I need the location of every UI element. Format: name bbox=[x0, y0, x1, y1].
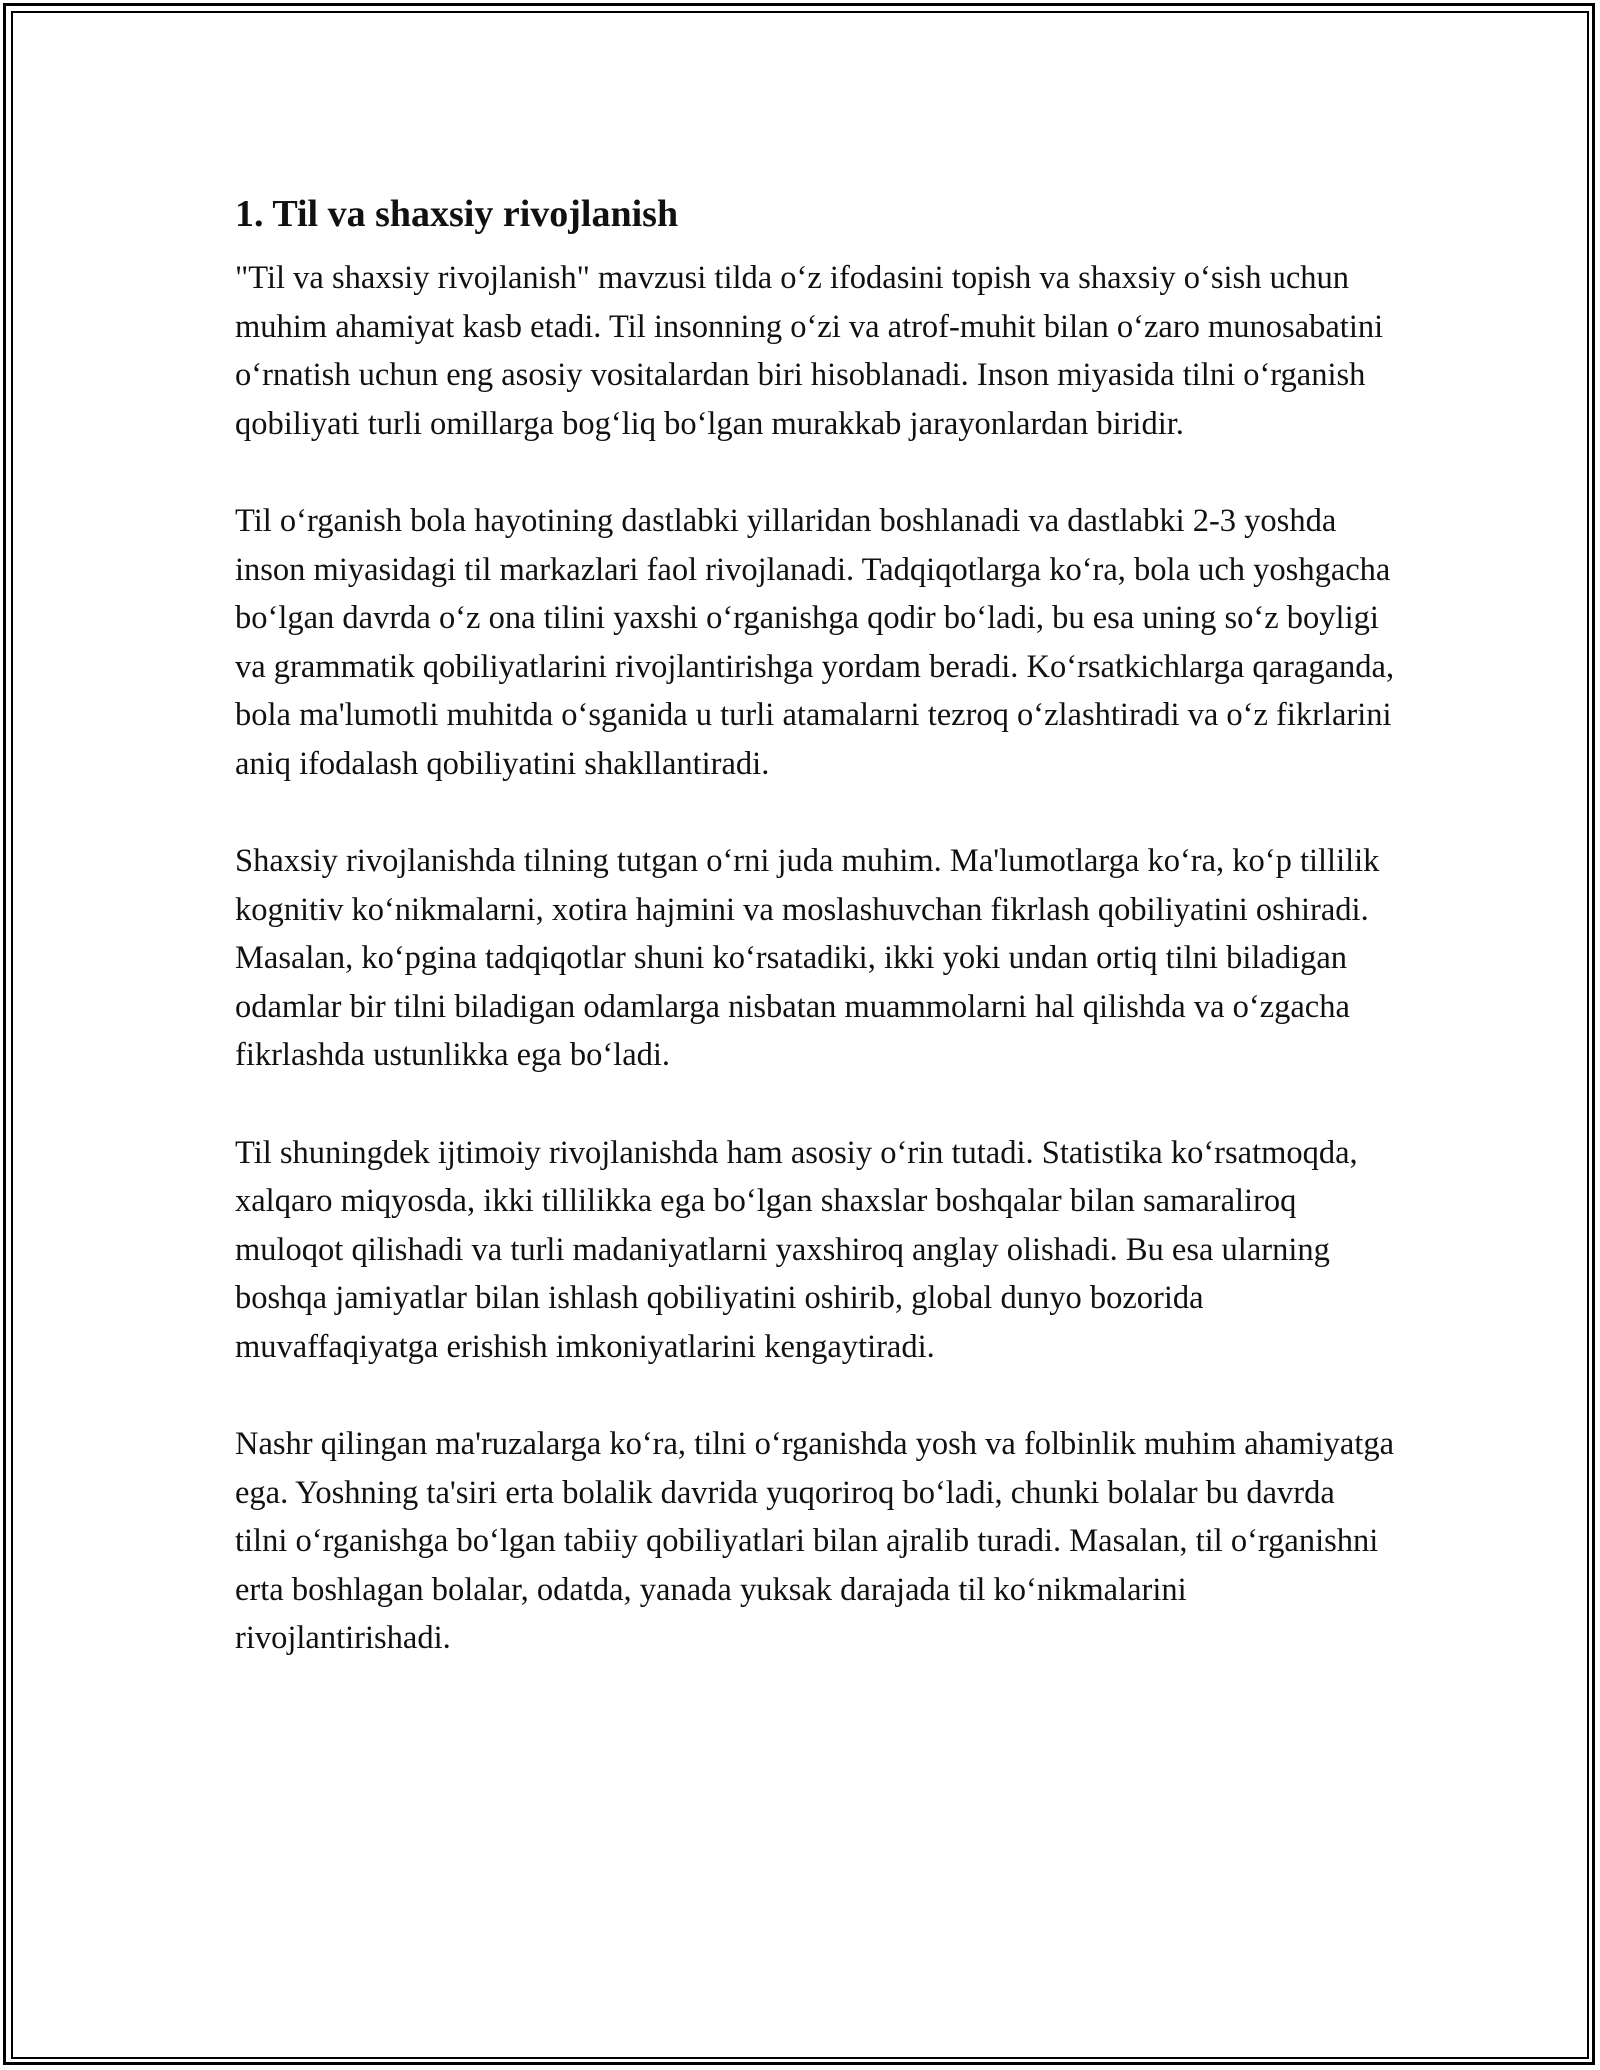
paragraph-1: "Til va shaxsiy rivojlanish" mavzusi tilda o‘z ifodasini topish va shaxsiy o‘sish uchun muhim ahamiyat kasb etadi. Til insonning o‘zi va atrof-muhit bilan o‘zaro munosabatini o‘rnatish uchun eng asosiy vositalardan biri hisoblanadi. Inson miyasida tilni o‘rganish qobiliyati turli omillarga bog‘liq bo‘lgan murakkab jarayonlardan biridir. bbox=[235, 260, 1384, 442]
paragraph-2: Til o‘rganish bola hayotining dastlabki yillaridan boshlanadi va dastlabki 2-3 yoshda inson miyasidagi til markazlari faol rivojlanadi. Tadqiqotlarga ko‘ra, bola uch yoshgacha bo‘lgan davrda o‘z ona tilini yaxshi o‘rganishga qodir bo‘ladi, bu esa uning so‘z boyligi va grammatik qobiliyatlarini rivojlantirishga yordam beradi. Ko‘rsatkichlarga qaraganda, bola ma'lumotli muhitda o‘sganida u turli atamalarni tezroq o‘zlashtiradi va o‘z fikrlarini aniq ifodalash qobiliyatini shakllantiradi. bbox=[235, 503, 1395, 782]
paragraph-3: Shaxsiy rivojlanishda tilning tutgan o‘rni juda muhim. Ma'lumotlarga ko‘ra, ko‘p tillilik kognitiv ko‘nikmalarni, xotira hajmini va moslashuvchan fikrlash qobiliyatini oshiradi. Masalan, ko‘pgina tadqiqotlar shuni ko‘rsatadiki, ikki yoki undan ortiq tilni biladigan odamlar bir tilni biladigan odamlarga nisbatan muammolarni hal qilishda va o‘zgacha fikrlashda ustunlikka ega bo‘ladi. bbox=[235, 843, 1380, 1073]
paragraph-5: Nashr qilingan ma'ruzalarga ko‘ra, tilni o‘rganishda yosh va folbinlik muhim ahamiyatga ega. Yoshning ta'siri erta bolalik davrida yuqoriroq bo‘ladi, chunki bolalar bu davrda tilni o‘rganishga bo‘lgan tabiiy qobiliyatlari bilan ajralib turadi. Masalan, til o‘rganishni erta boshlagan bolalar, odatda, yanada yuksak darajada til ko‘nikmalarini rivojlantirishadi. bbox=[235, 1426, 1395, 1656]
section-heading: 1. Til va shaxsiy rivojlanish bbox=[235, 193, 679, 235]
paragraph-4: Til shuningdek ijtimoiy rivojlanishda ham asosiy o‘rin tutadi. Statistika ko‘rsatmoqda, xalqaro miqyosda, ikki tillilikka ega bo‘lgan shaxslar boshqalar bilan samaraliroq muloqot qilishadi va turli madaniyatlarni yaxshiroq anglay olishadi. Bu esa ularning boshqa jamiyatlar bilan ishlash qobiliyatini oshirib, global dunyo bozorida muvaffaqiyatga erishish imkoniyatlarini kengaytiradi. bbox=[235, 1134, 1358, 1365]
document-body bbox=[235, 186, 1395, 1712]
